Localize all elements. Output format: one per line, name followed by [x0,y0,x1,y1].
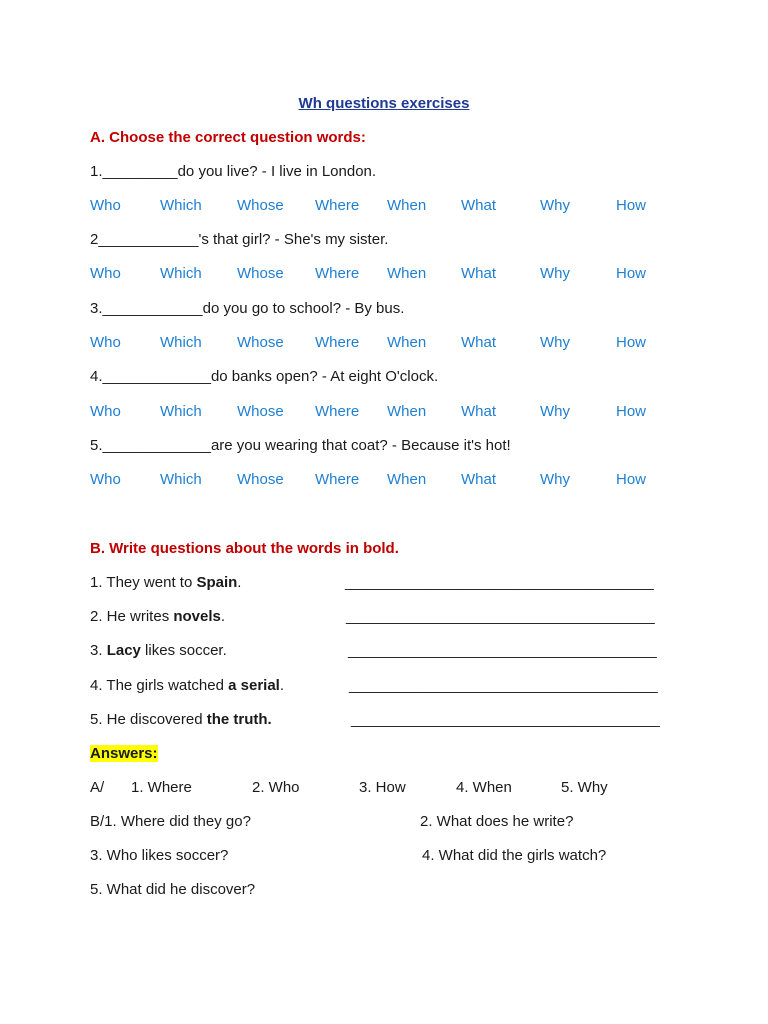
option-who-q4: Who [90,403,121,420]
option-when-q3: When [387,334,427,351]
answer-a-3: 3. How [359,779,406,796]
item-text-pre: 4. The girls watched [90,677,229,694]
option-where-q5: Where [315,471,360,488]
option-who-q5: Who [90,471,121,488]
item-text-post: . [279,677,285,694]
answer-b-3: 3. Who likes soccer? [90,847,229,864]
option-when-q5: When [387,471,427,488]
option-which-q5: Which [160,471,202,488]
item-text-pre: 2. He writes [90,608,174,625]
option-why-q5: Why [540,471,570,488]
option-how-q1: How [616,197,647,214]
exercise-b-item-4 [90,676,284,696]
option-which-q2: Which [160,265,202,282]
question-4: 4._____________do banks open? - At eight O'clock. [90,368,439,385]
option-who-q1: Who [90,197,121,214]
item-text-post: . [237,574,242,591]
title-text: Wh questions exercises [298,95,470,112]
answer-blank-4: _____________________________________ [349,677,658,694]
question-1: 1._________do you live? - I live in London. [90,163,377,180]
option-how-q4: How [616,403,647,420]
answer-blank-2: _____________________________________ [346,608,655,625]
exercise-b-item-3 [90,641,227,661]
section-b-heading: B. Write questions about the words in bold. [90,540,399,557]
option-why-q2: Why [540,265,570,282]
option-how-q5: How [616,471,647,488]
option-how-q2: How [616,265,647,282]
option-where-q1: Where [315,197,360,214]
option-who-q2: Who [90,265,121,282]
option-whose-q1: Whose [237,197,284,214]
answer-a-5: 5. Why [561,779,608,796]
question-5: 5._____________are you wearing that coat? - Because it's hot! [90,437,511,454]
option-when-q1: When [387,197,427,214]
option-whose-q3: Whose [237,334,284,351]
answer-blank-3: _____________________________________ [348,642,657,659]
option-where-q2: Where [315,265,360,282]
option-what-q3: What [461,334,497,351]
question-3: 3.____________do you go to school? - By bus. [90,300,405,317]
option-which-q1: Which [160,197,202,214]
item-text-pre: 1. They went to [90,574,197,591]
page-title [0,94,768,114]
option-how-q3: How [616,334,647,351]
item-bold-word: the truth. [206,711,272,728]
answers-heading-text: Answers: [90,745,158,762]
option-where-q4: Where [315,403,360,420]
section-a-heading: A. Choose the correct question words: [90,129,366,146]
answer-blank-1: _____________________________________ [345,574,654,591]
item-text-post: . [220,608,226,625]
option-which-q4: Which [160,403,202,420]
answer-b-5: 5. What did he discover? [90,881,256,898]
exercise-b-item-5 [90,710,272,730]
answers-a-prefix: A/ [90,779,105,796]
answer-blank-5: _____________________________________ [351,711,660,728]
option-where-q3: Where [315,334,360,351]
option-why-q3: Why [540,334,570,351]
item-text-post: likes soccer. [140,642,227,659]
option-what-q1: What [461,197,497,214]
option-what-q4: What [461,403,497,420]
option-when-q2: When [387,265,427,282]
answer-b-4: 4. What did the girls watch? [422,847,607,864]
answer-b-1: B/1. Where did they go? [90,813,251,830]
item-text-pre: 3. [90,642,107,659]
answer-a-2: 2. Who [252,779,300,796]
option-what-q2: What [461,265,497,282]
question-2: 2____________'s that girl? - She's my sister. [90,231,389,248]
option-when-q4: When [387,403,427,420]
answers-heading [90,744,158,764]
option-which-q3: Which [160,334,202,351]
option-whose-q2: Whose [237,265,284,282]
exercise-b-item-1 [90,573,241,593]
item-text-pre: 5. He discovered [90,711,207,728]
option-whose-q5: Whose [237,471,284,488]
option-why-q4: Why [540,403,570,420]
answer-a-4: 4. When [456,779,512,796]
answer-b-2: 2. What does he write? [420,813,574,830]
option-what-q5: What [461,471,497,488]
item-bold-word: Lacy [106,642,141,659]
item-bold-word: novels [173,608,221,625]
option-whose-q4: Whose [237,403,284,420]
option-who-q3: Who [90,334,121,351]
exercise-b-item-2 [90,607,225,627]
answer-a-1: 1. Where [131,779,192,796]
item-bold-word: Spain [196,574,238,591]
option-why-q1: Why [540,197,570,214]
item-bold-word: a serial [228,677,280,694]
